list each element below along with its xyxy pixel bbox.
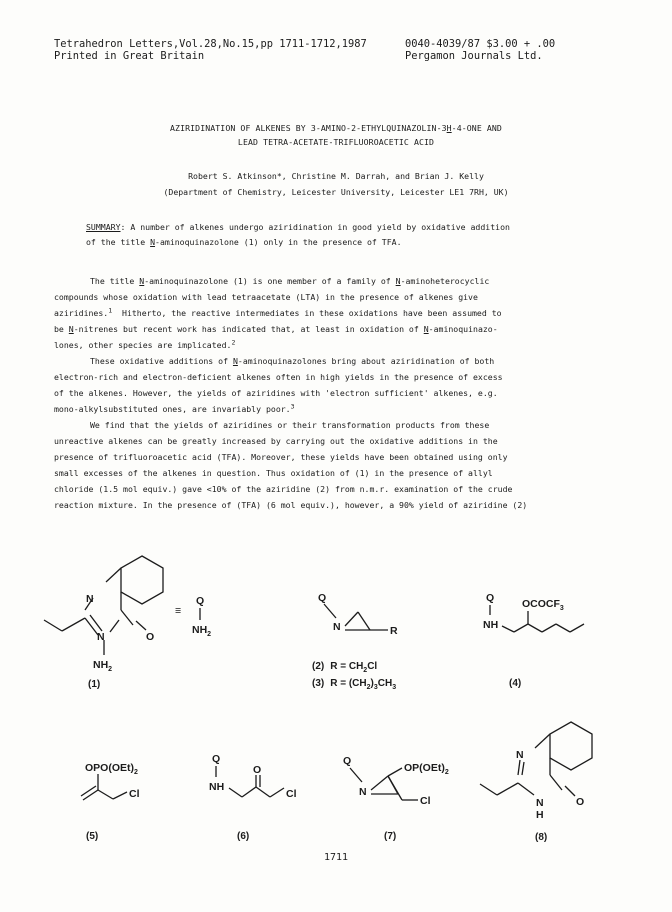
q-group: Q	[196, 595, 205, 607]
compound-2-label: (2) $R = CH_2Cl$	[312, 661, 378, 674]
compound-4-label: (4)	[509, 678, 522, 689]
p3-line: chloride (1.5 mol equiv.) gave <10% of the aziridine (2) from n.m.r. examination of the crude	[54, 483, 513, 494]
compound-8-structure	[480, 722, 592, 796]
p3-line: presence of trifluoroacetic acid (TFA). Moreover, these yields have been obtained using only	[54, 451, 508, 462]
c8-carbonyl-o: O	[576, 796, 585, 808]
title-part: AZIRIDINATION OF ALKENES BY 3-AMINO-2-ETHYLQUINAZOLIN-3	[170, 123, 447, 133]
c7-q: Q	[343, 755, 352, 767]
text: -aminoquinazolone (1) is one member of a family of	[144, 276, 396, 286]
title-italic-h: H	[446, 123, 452, 133]
text: -aminoquinazolones bring about aziridination of both	[237, 356, 495, 366]
text: These oxidative additions of	[90, 356, 233, 366]
c6-o: O	[253, 764, 262, 776]
p3-line: unreactive alkenes can be greatly increased by carrying out the oxidative additions in the	[54, 435, 498, 446]
summary-text: : A number of alkenes undergo aziridination in good yield by oxidative addition	[120, 222, 510, 232]
summary-label: SUMMARY	[86, 222, 121, 232]
p2-line: of the alkenes. However, the yields of aziridines with 'electron sufficient' alkenes, e.g.	[54, 387, 498, 398]
c8-h: H	[536, 809, 544, 821]
c5-cl: Cl	[129, 788, 140, 800]
c23-r: R	[390, 625, 398, 637]
title-line-2: LEAD TETRA-ACETATE-TRIFLUOROACETIC ACID	[237, 136, 435, 147]
text: -aminoheterocyclic	[400, 276, 490, 286]
printed-in: Printed in Great Britain	[54, 50, 205, 62]
equivalence-sign: ≡	[175, 605, 182, 617]
italic-n: N	[395, 276, 401, 286]
p1-line: compounds whose oxidation with lead tetraacetate (LTA) in the presence of alkenes give	[54, 291, 478, 302]
text: -nitrenes but recent work has indicated that, at least in oxidation of	[73, 323, 424, 334]
c6-cl: Cl	[286, 788, 297, 800]
issn-price: 0040-4039/87 $3.00 + .00	[405, 38, 556, 50]
c23-q: Q	[318, 592, 327, 604]
text: aziridines.	[54, 307, 109, 318]
compound-6-label: (6)	[237, 831, 250, 842]
c4-q: Q	[486, 592, 495, 604]
italic-n: N	[68, 323, 74, 334]
italic-n: N	[423, 323, 429, 334]
text: -aminoquinazo-	[428, 323, 498, 334]
compound-8-label: (8)	[535, 832, 548, 843]
compound-1-label: (1)	[88, 679, 101, 690]
reference-1: 1	[108, 306, 113, 315]
p2-line: electron-rich and electron-deficient alkenes often in high yields in the presence of excess	[54, 371, 503, 382]
summary-text: -aminoquinazolone (1) only in the presence of TFA.	[155, 237, 402, 247]
c23-n: N	[333, 621, 341, 633]
author-affiliation: (Department of Chemistry, Leicester University, Leicester LE1 7RH, UK)	[163, 187, 509, 197]
c7-phosphate: $OP(OEt)_2$	[404, 762, 449, 776]
text: be	[54, 323, 69, 334]
italic-n: N	[139, 276, 145, 286]
c6-q: Q	[212, 753, 221, 765]
p3-line: small excesses of the alkenes in question. Thus oxidation of (1) in the presence of allyl	[54, 467, 493, 478]
publisher: Pergamon Journals Ltd.	[405, 50, 543, 62]
p3-line: reaction mixture. In the presence of (TFA) (6 mol equiv.), however, a 90% yield of aziridine (2)	[54, 499, 528, 510]
c1-ring-n: N	[86, 593, 94, 605]
c8-n: N	[516, 749, 524, 761]
summary-text: of the title	[86, 237, 151, 247]
c1-nh2: $NH_2$	[93, 659, 113, 673]
reference-2: 2	[231, 337, 236, 346]
journal-citation: Tetrahedron Letters,Vol.28,No.15,pp 1711-1712,1987	[54, 38, 367, 50]
title-part: -4-ONE AND	[451, 123, 502, 133]
author-names: Robert S. Atkinson*, Christine M. Darrah, and Brian J. Kelly	[188, 171, 484, 181]
c1-n3: N	[97, 631, 105, 643]
italic-n: N	[150, 237, 156, 247]
text: lones, other species are implicated.	[54, 339, 232, 350]
q-nh2: $NH_2$	[192, 624, 212, 638]
text: The title	[90, 276, 140, 286]
c7-cl: Cl	[420, 795, 431, 807]
page-number: 1711	[323, 852, 349, 863]
c4-nh: NH	[483, 619, 499, 631]
c1-carbonyl-o: O	[146, 631, 155, 643]
compound-3-label: (3) $R = (CH_2)_3CH_3$	[312, 678, 397, 691]
text: Hitherto, the reactive intermediates in these oxidations have been assumed to	[112, 307, 502, 318]
c6-nh: NH	[209, 781, 225, 793]
c8-nh-n: N	[536, 797, 544, 809]
italic-n: N	[232, 356, 238, 366]
text: We find that the yields of aziridines or their transformation products from these	[90, 420, 490, 430]
text: mono-alkylsubstituted ones, are invariably poor.	[54, 403, 291, 414]
compound-7-label: (7)	[384, 831, 397, 842]
c4-ester: $OCOCF_3$	[522, 598, 564, 612]
reference-3: 3	[290, 401, 295, 410]
c5-phosphate: $OPO(OEt)_2$	[85, 762, 138, 776]
c7-n: N	[359, 786, 367, 798]
compound-5-label: (5)	[86, 831, 99, 842]
